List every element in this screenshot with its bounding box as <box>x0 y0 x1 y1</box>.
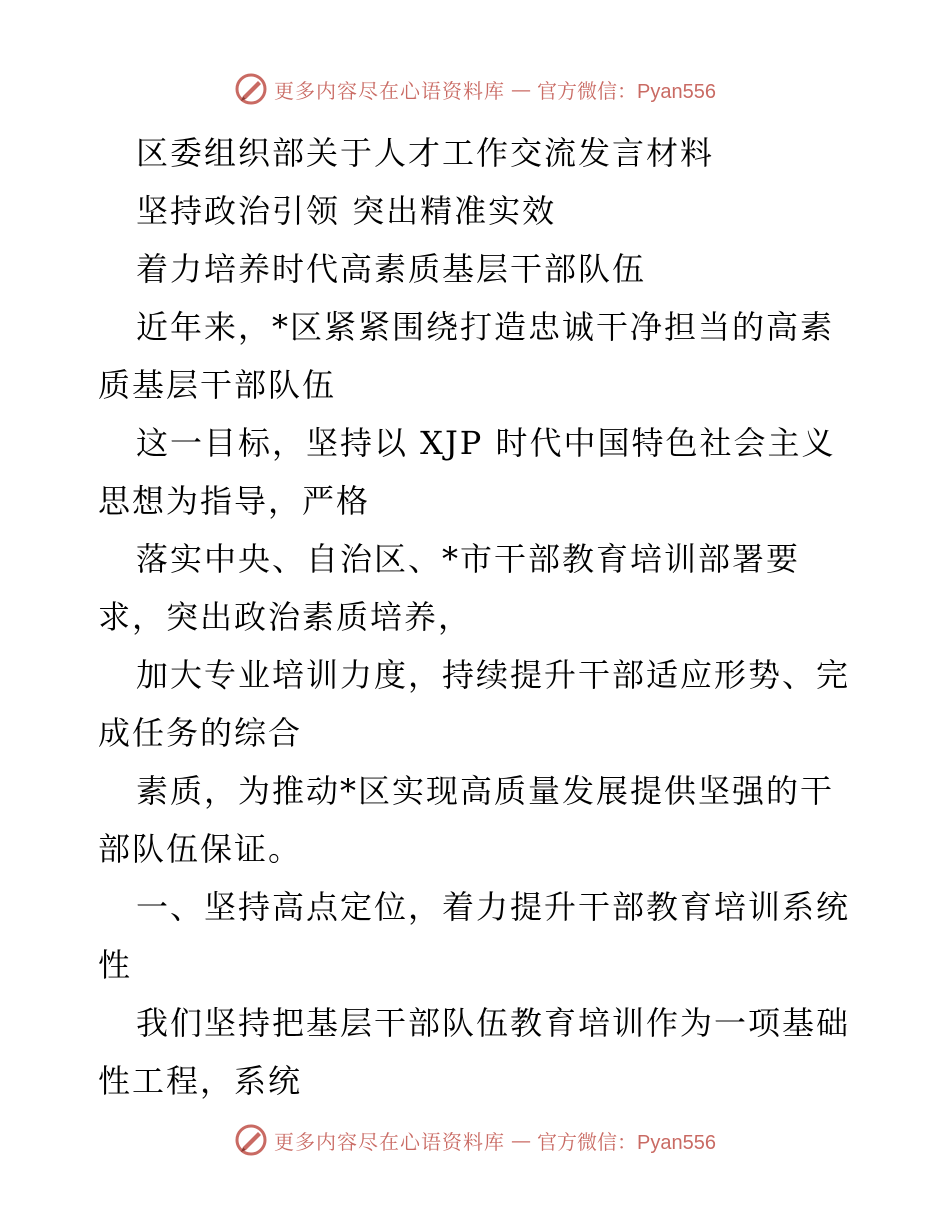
document-subtitle-2: 着力培养时代高素质基层干部队伍 <box>136 250 647 288</box>
paragraph-line: 这一目标，坚持以 XJP 时代中国特色社会主义 <box>136 424 836 462</box>
section-heading: 一、坚持高点定位，着力提升干部教育培训系统 <box>136 888 851 926</box>
watermark-separator: — <box>511 77 532 101</box>
paragraph-line: 质基层干部队伍 <box>98 366 337 404</box>
paragraph-line: 求，突出政治素质培养， <box>98 598 473 636</box>
pen-circle-logo-icon <box>234 72 268 106</box>
footer-watermark <box>0 1122 950 1158</box>
paragraph-line: 思想为指导，严格 <box>98 482 371 520</box>
watermark-wechat: 官方微信：Pyan556 <box>537 1131 716 1154</box>
watermark-wechat: 官方微信：Pyan556 <box>537 80 716 103</box>
paragraph-line: 素质，为推动*区实现高质量发展提供坚强的干 <box>136 772 835 810</box>
watermark-text: 更多内容尽在心语资料库 <box>274 1129 506 1154</box>
pen-circle-logo-icon <box>234 1123 268 1157</box>
watermark-separator: — <box>511 1128 532 1152</box>
paragraph-line: 性工程，系统 <box>98 1062 303 1100</box>
section-heading-continued: 性 <box>98 946 133 984</box>
header-watermark <box>0 71 950 107</box>
document-body <box>98 124 858 1110</box>
paragraph-line: 成任务的综合 <box>98 714 303 752</box>
document-title: 区委组织部关于人才工作交流发言材料 <box>136 134 715 172</box>
document-subtitle: 坚持政治引领 突出精准实效 <box>136 192 557 230</box>
paragraph-line: 我们坚持把基层干部队伍教育培训作为一项基础 <box>136 1004 851 1042</box>
paragraph-line: 部队伍保证。 <box>98 830 303 868</box>
paragraph-line: 近年来，*区紧紧围绕打造忠诚干净担当的高素 <box>136 308 835 346</box>
paragraph-line: 加大专业培训力度，持续提升干部适应形势、完 <box>136 656 851 694</box>
paragraph-line: 落实中央、自治区、*市干部教育培训部署要 <box>136 540 801 578</box>
watermark-text: 更多内容尽在心语资料库 <box>274 78 506 103</box>
